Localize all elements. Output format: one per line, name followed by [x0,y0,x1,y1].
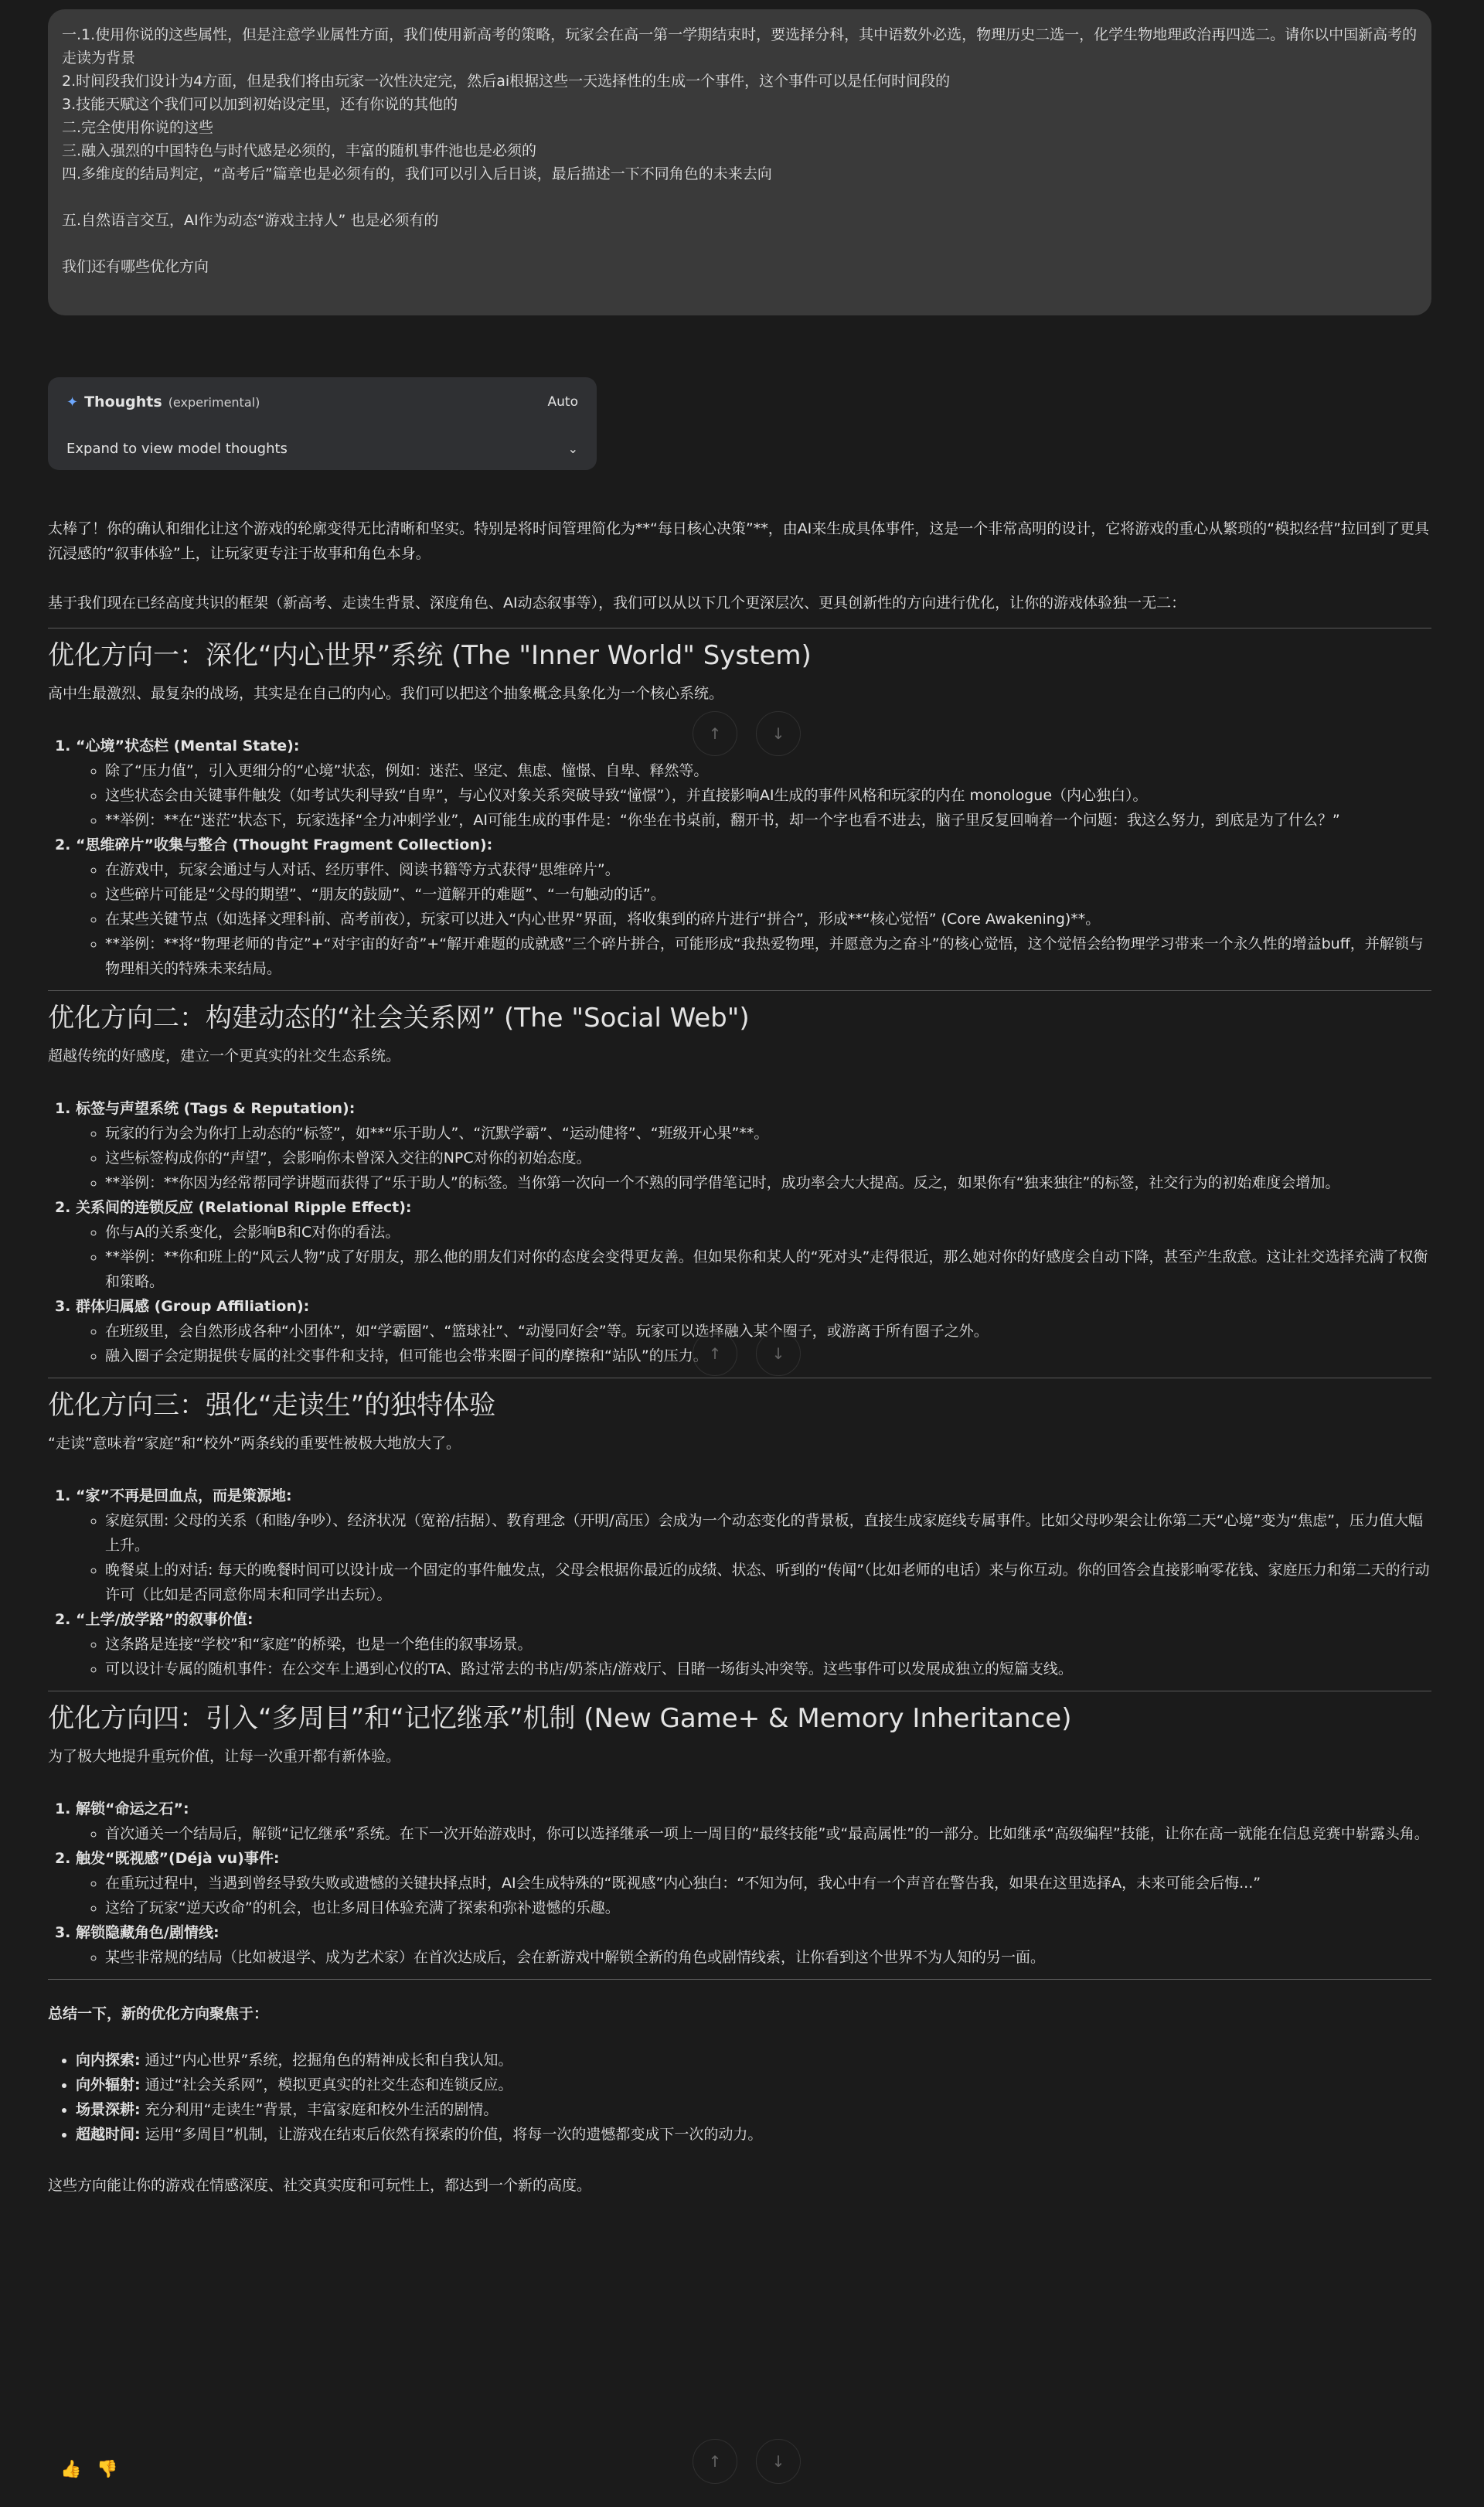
user-prompt-bubble [48,9,1431,315]
sub-list-item: ◦ 这条路是连接“学校”和“家庭”的桥梁，也是一个绝佳的叙事场景。 [105,1632,1431,1657]
section-list [48,1096,1431,1368]
summary-key: 向外辐射: [76,2076,141,2093]
section-title: 优化方向四：引入“多周目”和“记忆继承”机制 (New Game+ & Memory Inheritance) [48,1703,1072,1734]
list-item [76,1096,1431,1195]
sub-list-item: ◦ 你与A的关系变化，会影响B和C对你的看法。 [105,1220,1431,1245]
list-item-heading: 关系间的连锁反应 (Relational Ripple Effect): [76,1199,412,1216]
prompt-line: 一.1.使用你说的这些属性，但是注意学业属性方面，我们使用新高考的策略，玩家会在高一第一学期结束时，要选择分科，其中语数外必选，物理历史二选一，化学生物地理政治再四选二。请你以中国新高考的走读为背景 [62,26,1418,66]
sub-list-item: ◦ 这些碎片可能是“父母的期望”、“朋友的鼓励”、“一道解开的难题”、“一句触动的话”。 [105,882,1431,907]
section-title: 优化方向三：强化“走读生”的独特体验 [48,1390,496,1421]
thoughts-panel[interactable] [48,377,597,470]
list-item-heading: 解锁隐藏角色/剧情线: [76,1924,220,1941]
response-intro: 太棒了！你的确认和细化让这个游戏的轮廓变得无比清晰和坚实。特别是将时间管理简化为**“每日核心决策”**，由AI来生成具体事件，这是一个非常高明的设计，它将游戏的重心从繁琐的“模拟经营”拉回到了更具沉浸感的“叙事体验”上，让玩家更专注于故事和角色本身。 [48,520,1429,562]
list-item [76,1607,1431,1681]
scroll-down-button[interactable] [756,1331,801,1376]
list-item [76,1195,1431,1294]
section-list [48,1483,1431,1681]
list-item-heading: “家”不再是回血点，而是策源地: [76,1487,292,1504]
thoughts-title: Thoughts [84,393,162,410]
sub-list-item: ◦ 这些状态会由关键事件触发（如考试失利导致“自卑”，与心仪对象关系突破导致“憧憬”），并直接影响AI生成的事件风格和玩家的内在 monologue（内心独白）。 [105,783,1431,808]
divider [48,1979,1431,1980]
summary-text: 通过“内心世界”系统，挖掘角色的精神成长和自我认知。 [140,2052,513,2069]
scroll-up-button[interactable] [693,711,737,756]
closing-text: 这些方向能让你的游戏在情感深度、社交真实度和可玩性上，都达到一个新的高度。 [48,2177,592,2194]
summary-text: 通过“社会关系网”，模拟更真实的社交生态和连锁反应。 [140,2076,513,2093]
scroll-up-button[interactable] [693,1331,737,1376]
list-item [76,1294,1431,1368]
scroll-down-button[interactable] [756,2439,801,2484]
section-list [48,1797,1431,1970]
section-list [48,734,1431,981]
divider [48,990,1431,991]
section-lead: 高中生最激烈、最复杂的战场，其实是在自己的内心。我们可以把这个抽象概念具象化为一个核心系统。 [48,685,724,702]
sub-list-item: ◦ 可以设计专属的随机事件：在公交车上遇到心仪的TA、路过常去的书店/奶茶店/游戏厅、目睹一场街头冲突等。这些事件可以发展成独立的短篇支线。 [105,1657,1431,1681]
summary-key: 场景深耕: [76,2101,141,2118]
sub-list-item: ◦ 在游戏中，玩家会通过与人对话、经历事件、阅读书籍等方式获得“思维碎片”。 [105,857,1431,882]
arrow-down-icon: ↓ [771,2452,785,2471]
thoughts-mode[interactable]: Auto [547,394,578,410]
sub-list-item: ◦ 除了“压力值”，引入更细分的“心境”状态，例如：迷茫、坚定、焦虑、憧憬、自卑、释然等。 [105,758,1431,783]
list-item-heading: 群体归属感 (Group Affiliation): [76,1298,310,1315]
list-item-heading: 标签与声望系统 (Tags & Reputation): [76,1100,356,1117]
list-item [76,734,1431,833]
chevron-down-icon: ⌄ [567,441,578,456]
response-intro: 基于我们现在已经高度共识的框架（新高考、走读生背景、深度角色、AI动态叙事等），我们可以从以下几个更深层次、更具创新性的方向进行优化，让你的游戏体验独一无二： [48,594,1186,611]
scroll-down-button[interactable] [756,711,801,756]
list-item-heading: “上学/放学路”的叙事价值: [76,1611,254,1628]
expand-thoughts-button[interactable] [66,427,578,470]
list-item [76,1797,1431,1846]
sub-list-item: ◦ **举例：**你因为经常帮同学讲题而获得了“乐于助人”的标签。当你第一次向一个不熟的同学借笔记时，成功率会大大提高。反之，如果你有“独来独往”的标签，社交行为的初始难度会增加。 [105,1170,1431,1195]
sub-list-item: ◦ 首次通关一个结局后，解锁“记忆继承”系统。在下一次开始游戏时，你可以选择继承一项上一周目的“最终技能”或“最高属性”的一部分。比如继承“高级编程”技能，让你在高一就能在信息竞赛中崭露头角。 [105,1821,1431,1846]
prompt-line: 三.融入强烈的中国特色与时代感是必须的，丰富的随机事件池也是必须的 [62,142,537,159]
summary-heading: 总结一下，新的优化方向聚焦于： [48,2005,269,2022]
prompt-line: 二.完全使用你说的这些 [62,119,214,136]
prompt-line: 四.多维度的结局判定，“高考后”篇章也是必须有的，我们可以引入后日谈，最后描述一下不同角色的未来去向 [62,165,772,182]
list-item-heading: “思维碎片”收集与整合 (Thought Fragment Collection): [76,836,493,853]
feedback-bar [60,2460,118,2479]
list-item [76,1483,1431,1607]
arrow-down-icon: ↓ [771,1344,785,1363]
section-lead: “走读”意味着“家庭”和“校外”两条线的重要性被极大地放大了。 [48,1435,461,1452]
list-item [76,1920,1431,1970]
summary-item [76,2097,1431,2122]
prompt-line: 五.自然语言交互，AI作为动态“游戏主持人” 也是必须有的 [62,212,439,229]
list-item [76,1846,1431,1920]
list-item-heading: 触发“既视感”(Déjà vu)事件: [76,1850,280,1867]
sub-list-item: ◦ 在某些关键节点（如选择文理科前、高考前夜），玩家可以进入“内心世界”界面，将收集到的碎片进行“拼合”，形成**“核心觉悟” (Core Awakening)**。 [105,907,1431,932]
thumb-down-icon[interactable]: 👎 [97,2460,118,2479]
sub-list-item: ◦ 某些非常规的结局（比如被退学、成为艺术家）在首次达成后，会在新游戏中解锁全新的角色或剧情线索，让你看到这个世界不为人知的另一面。 [105,1945,1431,1970]
prompt-line: 2.时间段我们设计为4方面，但是我们将由玩家一次性决定完，然后ai根据这些一天选择性的生成一个事件，这个事件可以是任何时间段的 [62,73,951,90]
summary-text: 运用“多周目”机制，让游戏在结束后依然有探索的价值，将每一次的遗憾都变成下一次的动力。 [140,2126,763,2143]
sub-list-item: ◦ 这些标签构成你的“声望”，会影响你未曾深入交往的NPC对你的初始态度。 [105,1146,1431,1170]
sub-list-item: ◦ 在班级里，会自然形成各种“小团体”，如“学霸圈”、“篮球社”、“动漫同好会”等。玩家可以选择融入某个圈子，或游离于所有圈子之外。 [105,1319,1431,1344]
summary-item [76,2122,1431,2147]
summary-text: 充分利用“走读生”背景，丰富家庭和校外生活的剧情。 [140,2101,499,2118]
sub-list-item: ◦ 这给了玩家“逆天改命”的机会，也让多周目体验充满了探索和弥补遗憾的乐趣。 [105,1896,1431,1920]
sub-list-item: ◦ 家庭氛围: 父母的关系（和睦/争吵）、经济状况（宽裕/拮据）、教育理念（开明/高压）会成为一个动态变化的背景板，直接生成家庭线专属事件。比如父母吵架会让你第二天“心境”变为“焦虑”，压力值大幅上升。 [105,1508,1431,1558]
summary-item [76,2048,1431,2073]
sub-list-item: ◦ 玩家的行为会为你打上动态的“标签”，如**“乐于助人”、“沉默学霸”、“运动健将”、“班级开心果”**。 [105,1121,1431,1146]
arrow-up-icon: ↑ [708,2452,722,2471]
prompt-line: 我们还有哪些优化方向 [62,258,209,275]
model-response [48,516,1431,2198]
sub-list-item: ◦ 融入圈子会定期提供专属的社交事件和支持，但可能也会带来圈子间的摩擦和“站队”的压力。 [105,1344,1431,1368]
list-item-heading: “心境”状态栏 (Mental State): [76,737,300,754]
scroll-up-button[interactable] [693,2439,737,2484]
section-lead: 超越传统的好感度，建立一个更真实的社交生态系统。 [48,1047,401,1064]
summary-item [76,2073,1431,2097]
spark-icon: ✦ [66,393,79,410]
arrow-up-icon: ↑ [708,724,722,743]
summary-list [48,2048,1431,2147]
arrow-down-icon: ↓ [771,724,785,743]
summary-key: 向内探索: [76,2052,141,2069]
prompt-line: 3.技能天赋这个我们可以加到初始设定里，还有你说的其他的 [62,96,458,113]
thumb-up-icon[interactable]: 👍 [60,2460,82,2479]
arrow-up-icon: ↑ [708,1344,722,1363]
sub-list-item: ◦ 晚餐桌上的对话: 每天的晚餐时间可以设计成一个固定的事件触发点，父母会根据你最近的成绩、状态、听到的“传闻”（比如老师的电话）来与你互动。你的回答会直接影响零花钱、家庭压力和第二天的行动许可（比如是否同意你周末和同学出去玩）。 [105,1558,1431,1607]
sub-list-item: ◦ **举例：**你和班上的“风云人物”成了好朋友，那么他的朋友们对你的态度会变得更友善。但如果你和某人的“死对头”走得很近，那么她对你的好感度会自动下降，甚至产生敌意。这让社交选择充满了权衡和策略。 [105,1245,1431,1294]
section-title: 优化方向一：深化“内心世界”系统 (The "Inner World" System) [48,640,812,671]
section-lead: 为了极大地提升重玩价值，让每一次重开都有新体验。 [48,1748,401,1765]
list-item-heading: 解锁“命运之石”: [76,1800,189,1817]
list-item [76,833,1431,981]
thoughts-experimental: (experimental) [168,394,260,410]
sub-list-item: ◦ **举例：**在“迷茫”状态下，玩家选择“全力冲刺学业”，AI可能生成的事件是：“你坐在书桌前，翻开书，却一个字也看不进去，脑子里反复回响着一个问题：我这么努力，到底是为了什么？” [105,808,1431,833]
sub-list-item: ◦ **举例：**将“物理老师的肯定”+“对宇宙的好奇”+“解开难题的成就感”三个碎片拼合，可能形成“我热爱物理，并愿意为之奋斗”的核心觉悟，这个觉悟会给物理学习带来一个永久性的增益buff，并解锁与物理相关的特殊未来结局。 [105,932,1431,981]
summary-key: 超越时间: [76,2126,141,2143]
expand-thoughts-label: Expand to view model thoughts [66,440,288,457]
section-title: 优化方向二：构建动态的“社会关系网” (The "Social Web") [48,1003,750,1034]
sub-list-item: ◦ 在重玩过程中，当遇到曾经导致失败或遗憾的关键抉择点时，AI会生成特殊的“既视感”内心独白：“不知为何，我心中有一个声音在警告我，如果在这里选择A，未来可能会后悔...” [105,1871,1431,1896]
